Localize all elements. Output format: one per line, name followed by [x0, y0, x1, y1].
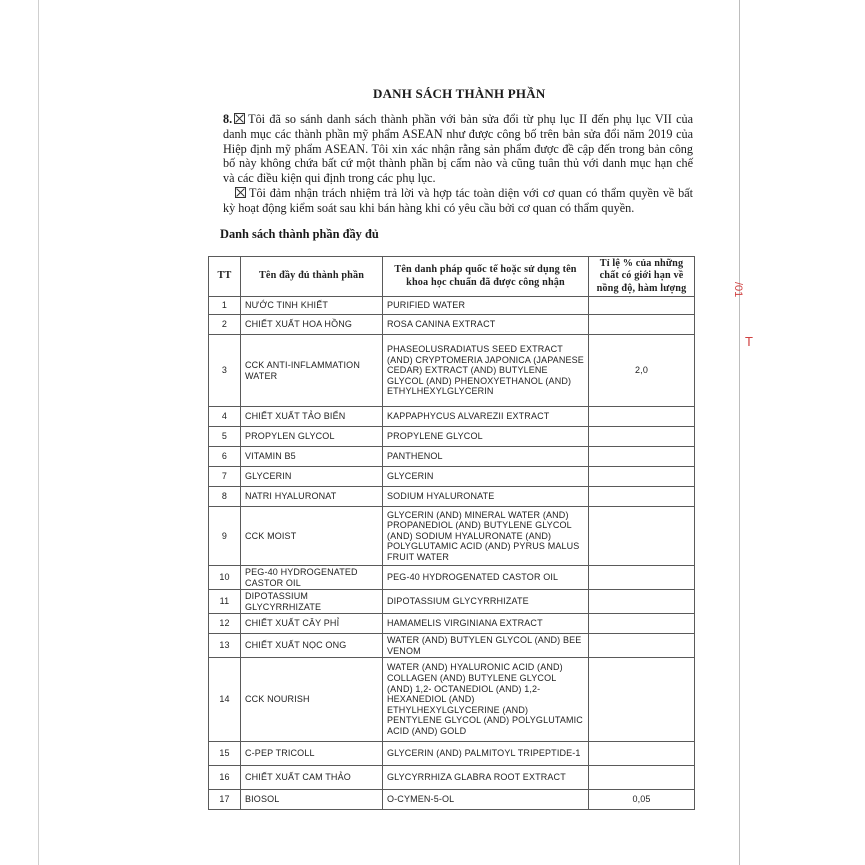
cell-rate	[589, 634, 695, 658]
cell-no: 14	[209, 658, 241, 742]
page-title: DANH SÁCH THÀNH PHẦN	[373, 86, 546, 101]
cell-rate	[589, 447, 695, 467]
table-row	[209, 590, 695, 614]
cell-inci: KAPPAPHYCUS ALVAREZII EXTRACT	[383, 407, 589, 427]
header-rate: Tỉ lệ % của những chất có giới hạn về nồng độ, hàm lượng	[589, 257, 695, 297]
cell-no: 6	[209, 447, 241, 467]
cell-name: VITAMIN B5	[241, 447, 383, 467]
cell-no: 12	[209, 614, 241, 634]
cell-name: DIPOTASSIUM GLYCYRRHIZATE	[241, 590, 383, 614]
cell-name: CCK NOURISH	[241, 658, 383, 742]
table-row	[209, 447, 695, 467]
cell-inci: HAMAMELIS VIRGINIANA EXTRACT	[383, 614, 589, 634]
cell-name: BIOSOL	[241, 790, 383, 810]
table-row	[209, 407, 695, 427]
cell-inci: WATER (AND) BUTYLEN GLYCOL (AND) BEE VENOM	[383, 634, 589, 658]
cell-inci: PROPYLENE GLYCOL	[383, 427, 589, 447]
declaration-text-2: Tôi đảm nhận trách nhiệm trả lời và hợp tác toàn diện với cơ quan có thẩm quyền về bất kỳ hoạt động kiểm soát sau khi bán hàng khi có yêu cầu bởi cơ quan có thẩm quyền.	[223, 186, 693, 215]
cell-rate	[589, 742, 695, 766]
cell-inci: ROSA CANINA EXTRACT	[383, 315, 589, 335]
margin-mark-2: T	[745, 334, 753, 349]
table-row	[209, 467, 695, 487]
section-number: 8.	[223, 112, 233, 126]
cell-rate	[589, 507, 695, 566]
cell-inci: PURIFIED WATER	[383, 297, 589, 315]
table-row	[209, 427, 695, 447]
cell-no: 8	[209, 487, 241, 507]
cell-no: 1	[209, 297, 241, 315]
cell-no: 13	[209, 634, 241, 658]
declaration-paragraph-2	[223, 186, 693, 216]
cell-inci: GLYCERIN	[383, 467, 589, 487]
table-row	[209, 507, 695, 566]
cell-rate: 0,05	[589, 790, 695, 810]
cell-no: 17	[209, 790, 241, 810]
cell-name: CHIẾT XUẤT NỌC ONG	[241, 634, 383, 658]
cell-no: 4	[209, 407, 241, 427]
cell-name: CHIẾT XUẤT CÂY PHỈ	[241, 614, 383, 634]
cell-rate	[589, 590, 695, 614]
table-header-row	[209, 257, 695, 297]
ingredients-table	[208, 256, 695, 810]
cell-inci: DIPOTASSIUM GLYCYRRHIZATE	[383, 590, 589, 614]
cell-no: 5	[209, 427, 241, 447]
cell-rate	[589, 315, 695, 335]
header-inci: Tên danh pháp quốc tế hoặc sử dụng tên khoa học chuẩn đã được công nhận	[383, 257, 589, 297]
cell-inci: PHASEOLUSRADIATUS SEED EXTRACT (AND) CRYPTOMERIA JAPONICA (JAPANESE CEDAR) EXTRACT (AND) BUTYLENE GLYCOL (AND) PHENOXYETHANOL (AND) ETHYLHEXYLGLYCERIN	[383, 335, 589, 407]
cell-rate	[589, 487, 695, 507]
cell-name: CHIẾT XUẤT TẢO BIỂN	[241, 407, 383, 427]
cell-rate	[589, 658, 695, 742]
cell-no: 11	[209, 590, 241, 614]
cell-inci: GLYCERIN (AND) MINERAL WATER (AND) PROPANEDIOL (AND) BUTYLENE GLYCOL (AND) SODIUM HYALURONATE (AND) POLYGLUTAMIC ACID (AND) PYRUS MALUS FRUIT WATER	[383, 507, 589, 566]
table-row	[209, 766, 695, 790]
cell-name: CCK ANTI-INFLAMMATION WATER	[241, 335, 383, 407]
cell-inci: PEG-40 HYDROGENATED CASTOR OIL	[383, 566, 589, 590]
cell-name: C-PEP TRICOLL	[241, 742, 383, 766]
cell-name: NƯỚC TINH KHIẾT	[241, 297, 383, 315]
ingredients-subheading: Danh sách thành phần đầy đủ	[220, 227, 379, 241]
cell-inci: WATER (AND) HYALURONIC ACID (AND) COLLAGEN (AND) BUTYLENE GLYCOL (AND) 1,2- OCTANEDIOL (AND) 1,2-HEXANEDIOL (AND) ETHYLHEXYLGLYCERINE (AND) PENTYLENE GLYCOL (AND) POLYGLUTAMIC ACID (AND) GOLD	[383, 658, 589, 742]
header-no: TT	[209, 257, 241, 297]
checked-box-icon	[235, 187, 246, 198]
cell-inci: GLYCERIN (AND) PALMITOYL TRIPEPTIDE-1	[383, 742, 589, 766]
cell-rate	[589, 297, 695, 315]
cell-rate	[589, 614, 695, 634]
header-name: Tên đầy đủ thành phần	[241, 257, 383, 297]
cell-rate	[589, 566, 695, 590]
cell-no: 15	[209, 742, 241, 766]
declaration-paragraph-1	[223, 112, 693, 186]
table-row	[209, 297, 695, 315]
cell-name: NATRI HYALURONAT	[241, 487, 383, 507]
cell-rate	[589, 407, 695, 427]
table-row	[209, 614, 695, 634]
table-row	[209, 315, 695, 335]
cell-name: CCK MOIST	[241, 507, 383, 566]
cell-name: GLYCERIN	[241, 467, 383, 487]
table-row	[209, 658, 695, 742]
cell-no: 7	[209, 467, 241, 487]
cell-no: 10	[209, 566, 241, 590]
margin-mark-1: /01	[732, 282, 744, 298]
table-row	[209, 487, 695, 507]
table-row	[209, 790, 695, 810]
cell-no: 2	[209, 315, 241, 335]
checked-box-icon	[234, 113, 245, 124]
cell-inci: SODIUM HYALURONATE	[383, 487, 589, 507]
table-row	[209, 742, 695, 766]
table-row	[209, 566, 695, 590]
cell-inci: O-CYMEN-5-OL	[383, 790, 589, 810]
table-row	[209, 335, 695, 407]
cell-rate	[589, 467, 695, 487]
cell-no: 3	[209, 335, 241, 407]
cell-inci: PANTHENOL	[383, 447, 589, 467]
cell-name: PROPYLEN GLYCOL	[241, 427, 383, 447]
cell-no: 9	[209, 507, 241, 566]
declaration-text-1: Tôi đã so sánh danh sách thành phần với bản sửa đổi từ phụ lục II đến phụ lục VII của danh mục các thành phần mỹ phẩm ASEAN như được công bố trên bản sửa đổi năm 2019 của Hiệp định mỹ phẩm ASEAN. Tôi xin xác nhận rằng sản phẩm được đề cập đến trong bản công bố này không chứa bất cứ một thành phần bị cấm nào và cũng tuân thủ với danh mục hạn chế và các điều kiện qui định trong các phụ lục.	[223, 112, 693, 186]
cell-name: CHIẾT XUẤT HOA HỒNG	[241, 315, 383, 335]
cell-rate: 2,0	[589, 335, 695, 407]
table-row	[209, 634, 695, 658]
cell-inci: GLYCYRRHIZA GLABRA ROOT EXTRACT	[383, 766, 589, 790]
cell-name: CHIẾT XUẤT CAM THẢO	[241, 766, 383, 790]
cell-rate	[589, 766, 695, 790]
cell-name: PEG-40 HYDROGENATED CASTOR OIL	[241, 566, 383, 590]
cell-no: 16	[209, 766, 241, 790]
cell-rate	[589, 427, 695, 447]
